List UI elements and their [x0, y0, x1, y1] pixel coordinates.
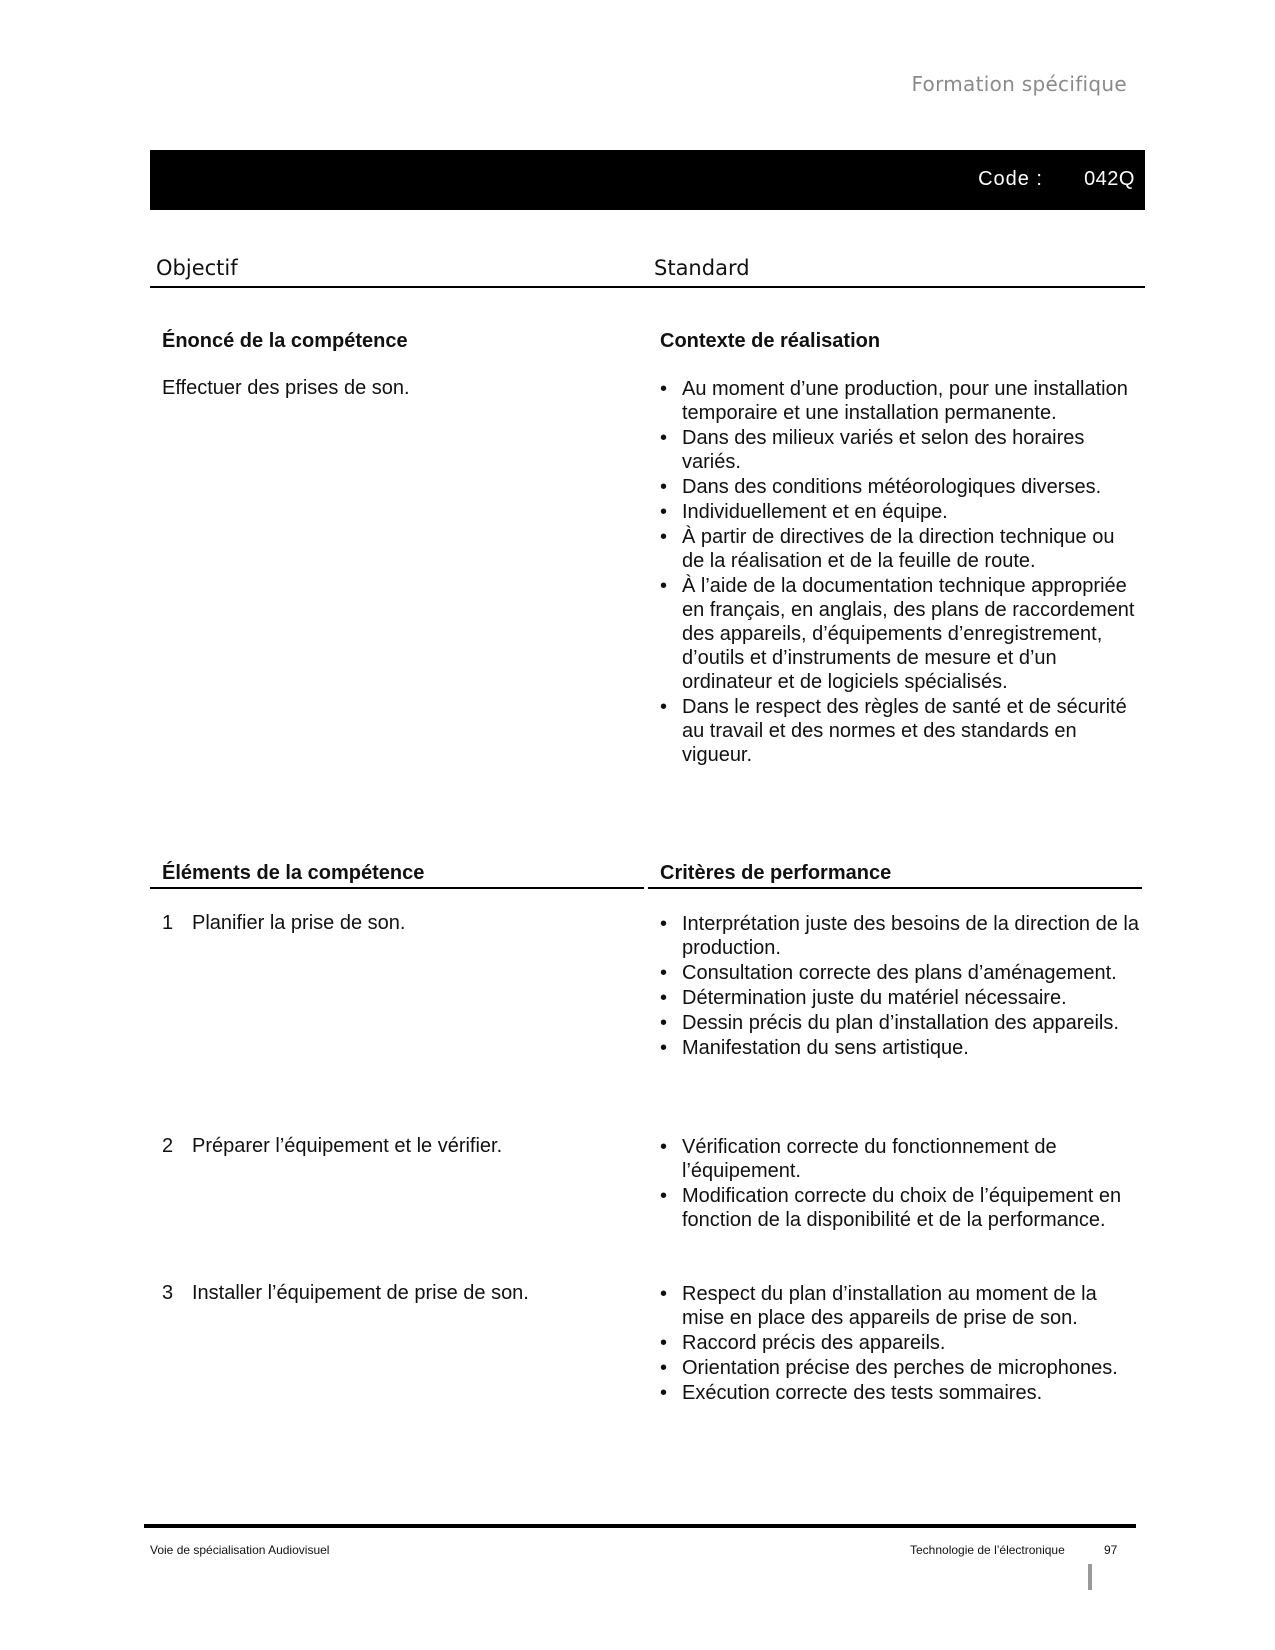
- list-item: • Au moment d’une production, pour une installation temporaire et une installation permanente.: [660, 377, 1140, 425]
- criteria-list-1: [660, 912, 1140, 1061]
- list-item: • Dans le respect des règles de santé et de sécurité au travail et des normes et des standards en vigueur.: [660, 695, 1140, 767]
- list-item: • Exécution correcte des tests sommaires.: [660, 1381, 1140, 1405]
- element-1: [162, 911, 405, 935]
- page-marker: [1088, 1564, 1092, 1590]
- footer-right-text: Technologie de l’électronique: [910, 1543, 1065, 1557]
- criteres-divider: [648, 887, 1142, 889]
- elements-divider: [150, 887, 644, 889]
- contexte-title: Contexte de réalisation: [660, 330, 881, 352]
- element-2: [162, 1134, 502, 1158]
- list-item: • Modification correcte du choix de l’équipement en fonction de la disponibilité et de la performance.: [660, 1184, 1140, 1232]
- list-item: • Vérification correcte du fonctionnement de l’équipement.: [660, 1135, 1140, 1183]
- criteria-list-3: [660, 1282, 1140, 1406]
- footer-divider: [144, 1524, 1136, 1528]
- list-item: • Interprétation juste des besoins de la direction de la production.: [660, 912, 1140, 960]
- list-item: • Raccord précis des appareils.: [660, 1331, 1140, 1355]
- list-item: • Consultation correcte des plans d’aménagement.: [660, 961, 1140, 985]
- heading-divider: [150, 286, 1145, 288]
- page-header-title: Formation spécifique: [911, 72, 1127, 96]
- element-number: 2: [162, 1135, 174, 1157]
- code-bar: [150, 150, 1145, 210]
- page-number: 97: [1104, 1543, 1118, 1557]
- elements-title: Éléments de la compétence: [162, 862, 425, 884]
- column-heading-standard: Standard: [654, 256, 750, 280]
- list-item: • Dans des conditions météorologiques diverses.: [660, 475, 1140, 499]
- list-item: • Manifestation du sens artistique.: [660, 1036, 1140, 1060]
- list-item: • Respect du plan d’installation au moment de la mise en place des appareils de prise de son.: [660, 1282, 1140, 1330]
- code-label: Code :: [978, 168, 1043, 190]
- enonce-text: Effectuer des prises de son.: [162, 377, 410, 399]
- list-item: • À partir de directives de la direction technique ou de la réalisation et de la feuille de route.: [660, 525, 1140, 573]
- list-item: • À l’aide de la documentation technique appropriée en français, en anglais, des plans de raccordement des appareils, d’équipements d’enregistrement, d’outils et d’instruments de mesure et d’un ordinateur et de logiciels spécialisés.: [660, 574, 1140, 694]
- element-3: [162, 1281, 529, 1305]
- criteria-list-2: [660, 1135, 1140, 1233]
- contexte-list: [660, 377, 1140, 768]
- code-value: 042Q: [1084, 168, 1135, 190]
- element-label: Planifier la prise de son.: [192, 912, 406, 934]
- list-item: • Orientation précise des perches de microphones.: [660, 1356, 1140, 1380]
- list-item: • Dans des milieux variés et selon des horaires variés.: [660, 426, 1140, 474]
- footer-left-text: Voie de spécialisation Audiovisuel: [150, 1543, 330, 1557]
- element-label: Préparer l’équipement et le vérifier.: [192, 1135, 503, 1157]
- list-item: • Détermination juste du matériel nécessaire.: [660, 986, 1140, 1010]
- criteres-title: Critères de performance: [660, 862, 892, 884]
- enonce-title: Énoncé de la compétence: [162, 330, 408, 352]
- column-heading-objectif: Objectif: [156, 256, 238, 280]
- element-number: 1: [162, 912, 174, 934]
- list-item: • Dessin précis du plan d’installation des appareils.: [660, 1011, 1140, 1035]
- element-label: Installer l’équipement de prise de son.: [192, 1282, 529, 1304]
- list-item: • Individuellement et en équipe.: [660, 500, 1140, 524]
- element-number: 3: [162, 1282, 174, 1304]
